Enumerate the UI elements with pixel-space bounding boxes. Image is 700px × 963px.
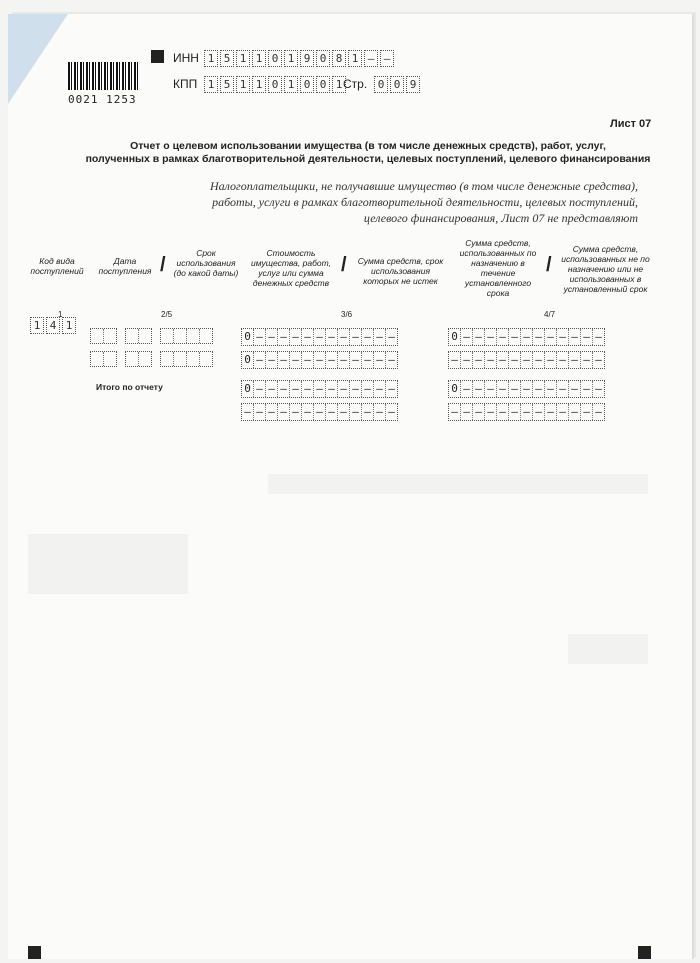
amount-digit: – [569,381,581,397]
amount-digit: – [473,404,485,420]
amount-digit: – [509,404,521,420]
amount-digit: – [388,353,395,366]
digit-cell[interactable]: – [364,50,378,67]
amount-digit: – [326,381,338,397]
amount-digit: – [533,352,545,368]
digit-cell[interactable]: 9 [406,76,420,93]
note-line-2: работы, услуги в рамках благотворительной деятельности, целевых поступлений, [212,195,638,209]
amount-field[interactable] [448,328,605,346]
amount-digit: – [326,329,338,345]
digit-cell[interactable]: 1 [204,76,218,93]
amount-digit: – [569,352,581,368]
amount-digit: – [242,404,254,420]
amount-digit: – [350,352,362,368]
amount-digit: – [473,352,485,368]
amount-digit: 0 [449,381,461,397]
amount-field[interactable] [448,380,605,398]
barcode [68,62,138,90]
amount-digit: – [266,329,278,345]
title-line-1: Отчет о целевом использовании имущества (в том числе денежных средств), работ, услуг, [130,140,606,152]
inn-label: ИНН [173,51,199,65]
amount-digit: – [266,381,278,397]
amount-digit: – [497,329,509,345]
amount-digit: – [595,382,602,395]
amount-digit: – [302,404,314,420]
amount-digit: – [581,381,593,397]
amount-field[interactable] [241,403,398,421]
date-part [125,328,152,344]
page-label: Стр. [343,77,368,91]
amount-digit: – [388,382,395,395]
amount-field[interactable] [241,380,398,398]
amount-digit: – [521,352,533,368]
amount-digit: – [581,352,593,368]
amount-digit: – [290,404,302,420]
amount-digit: – [362,329,374,345]
amount-digit: – [254,352,266,368]
amount-digit: – [374,404,386,420]
title-line-2: полученных в рамках благотворительной деятельности, целевых поступлений, целевого финансирования [85,153,651,165]
digit-cell[interactable]: 0 [316,76,330,93]
amount-digit: – [290,352,302,368]
slash: / [160,254,166,276]
amount-digit: – [350,404,362,420]
amount-digit: – [278,352,290,368]
sheet-number: Лист 07 [610,118,652,130]
code-cells [30,317,78,334]
amount-digit: – [302,329,314,345]
date-field[interactable] [90,328,213,344]
col-header-cost: Стоимость имущества, работ, услуг или сумма денежных средств [251,248,331,288]
digit-cell[interactable]: 8 [332,50,346,67]
digit-cell[interactable]: 0 [316,50,330,67]
digit-cell[interactable]: 4 [46,317,60,334]
digit-cell[interactable]: 5 [220,50,234,67]
col-header-used: Сумма средств, использованных по назначению в течение установленного срока [459,238,537,298]
amount-digit: – [254,404,266,420]
amount-digit: – [595,405,602,418]
date-part [160,328,213,344]
amount-digit: – [533,381,545,397]
amount-digit: 0 [242,329,254,345]
amount-digit: – [362,404,374,420]
amount-digit: – [302,381,314,397]
amount-digit: – [509,381,521,397]
amount-digit: – [266,404,278,420]
amount-digit: – [473,381,485,397]
amount-digit: – [569,329,581,345]
amount-digit: – [509,352,521,368]
barcode-number: 0021 1253 [68,93,137,106]
bleed-through [268,474,648,494]
amount-digit: – [557,352,569,368]
col-number: 3/6 [341,310,353,319]
amount-digit: – [497,404,509,420]
date-part [125,351,152,367]
amount-digit: – [290,381,302,397]
digit-cell[interactable]: 1 [348,50,362,67]
amount-digit: – [461,329,473,345]
amount-digit: – [362,352,374,368]
amount-digit: – [314,381,326,397]
amount-digit: – [338,329,350,345]
date-part [160,351,213,367]
digit-cell[interactable]: 0 [300,76,314,93]
digit-cell[interactable]: 1 [284,50,298,67]
slash: / [546,254,552,276]
amount-digit: – [338,381,350,397]
total-label: Итого по отчету [96,382,163,392]
amount-digit: – [557,329,569,345]
col-number: 1 [58,310,63,319]
amount-digit: – [302,352,314,368]
digit-cell[interactable]: 9 [300,50,314,67]
amount-digit: – [350,329,362,345]
amount-digit: – [485,352,497,368]
amount-digit: – [338,352,350,368]
amount-digit: – [350,381,362,397]
col-number: 2/5 [161,310,173,319]
amount-digit: – [461,381,473,397]
amount-digit: – [545,404,557,420]
amount-digit: – [533,404,545,420]
digit-cell[interactable]: 1 [204,50,218,67]
amount-field[interactable] [241,328,398,346]
digit-cell[interactable]: 0 [268,50,282,67]
amount-digit: – [545,352,557,368]
amount-digit: 0 [449,329,461,345]
amount-digit: – [581,329,593,345]
digit-cell[interactable]: 1 [252,76,266,93]
digit-cell[interactable]: 0 [268,76,282,93]
amount-digit: – [521,329,533,345]
amount-digit: – [449,404,461,420]
amount-digit: – [557,404,569,420]
amount-digit: – [388,405,395,418]
amount-digit: – [473,329,485,345]
amount-digit: – [374,329,386,345]
date-part [90,351,117,367]
slash: / [341,254,347,276]
amount-field[interactable] [448,351,605,369]
note-line-3: целевого финансирования, Лист 07 не представляют [363,211,638,225]
marker-square [638,946,651,959]
amount-digit: – [314,329,326,345]
col-header-unexpired: Сумма средств, срок использования которых не истек [357,256,444,286]
amount-digit: – [388,330,395,343]
digit-cell[interactable]: 1 [252,50,266,67]
amount-field[interactable] [241,351,398,369]
digit-cell[interactable]: 0 [374,76,388,93]
amount-digit: – [497,352,509,368]
amount-digit: – [362,381,374,397]
bleed-through [568,634,648,664]
amount-digit: – [595,330,602,343]
note-line-1: Налогоплательщики, не получавшие имущество (в том числе денежные средства), [209,179,638,193]
kpp-cells [204,76,348,93]
marker-square [28,946,41,959]
amount-digit: 0 [242,352,254,368]
bleed-through [28,534,188,594]
inn-cells [204,50,396,67]
amount-digit: – [290,329,302,345]
amount-digit: – [278,381,290,397]
amount-digit: – [278,329,290,345]
amount-field[interactable] [448,403,605,421]
page-corner [8,14,68,104]
amount-digit: – [557,381,569,397]
amount-digit: – [485,404,497,420]
digit-cell[interactable]: 0 [390,76,404,93]
amount-digit: – [266,352,278,368]
amount-digit: – [497,381,509,397]
digit-cell[interactable]: 1 [284,76,298,93]
digit-cell[interactable]: 1 [236,50,250,67]
marker-square [151,50,164,63]
amount-digit: – [509,329,521,345]
digit-cell[interactable]: 5 [220,76,234,93]
col-header-code: Код вида поступлений [30,256,84,276]
amount-digit: – [338,404,350,420]
amount-digit: – [545,329,557,345]
amount-digit: – [461,404,473,420]
digit-cell[interactable]: 1 [332,76,346,93]
amount-digit: – [374,381,386,397]
amount-digit: – [254,381,266,397]
amount-digit: – [521,404,533,420]
amount-digit: – [581,404,593,420]
amount-digit: – [533,329,545,345]
amount-digit: – [485,381,497,397]
digit-cell[interactable]: 1 [62,317,76,334]
amount-digit: – [545,381,557,397]
amount-digit: – [314,352,326,368]
amount-digit: – [314,404,326,420]
page-cells [374,76,422,93]
date-field[interactable] [90,351,213,367]
amount-digit: – [254,329,266,345]
col-number: 4/7 [544,310,556,319]
amount-digit: 0 [242,381,254,397]
amount-digit: – [449,352,461,368]
col-header-term: Срок использования (до какой даты) [173,248,239,278]
digit-cell[interactable]: – [380,50,394,67]
amount-digit: – [521,381,533,397]
col-header-date: Дата поступления [98,256,152,276]
amount-digit: – [485,329,497,345]
amount-digit: – [326,352,338,368]
amount-digit: – [569,404,581,420]
col-header-unused: Сумма средств, использованных не по назначению или не использованных в установленный срок [561,244,650,294]
date-part [90,328,117,344]
amount-digit: – [595,353,602,366]
digit-cell[interactable]: 1 [30,317,44,334]
digit-cell[interactable]: 1 [236,76,250,93]
amount-digit: – [278,404,290,420]
amount-digit: – [326,404,338,420]
form-sheet [8,14,692,959]
amount-digit: – [461,352,473,368]
amount-digit: – [374,352,386,368]
kpp-label: КПП [173,77,198,91]
